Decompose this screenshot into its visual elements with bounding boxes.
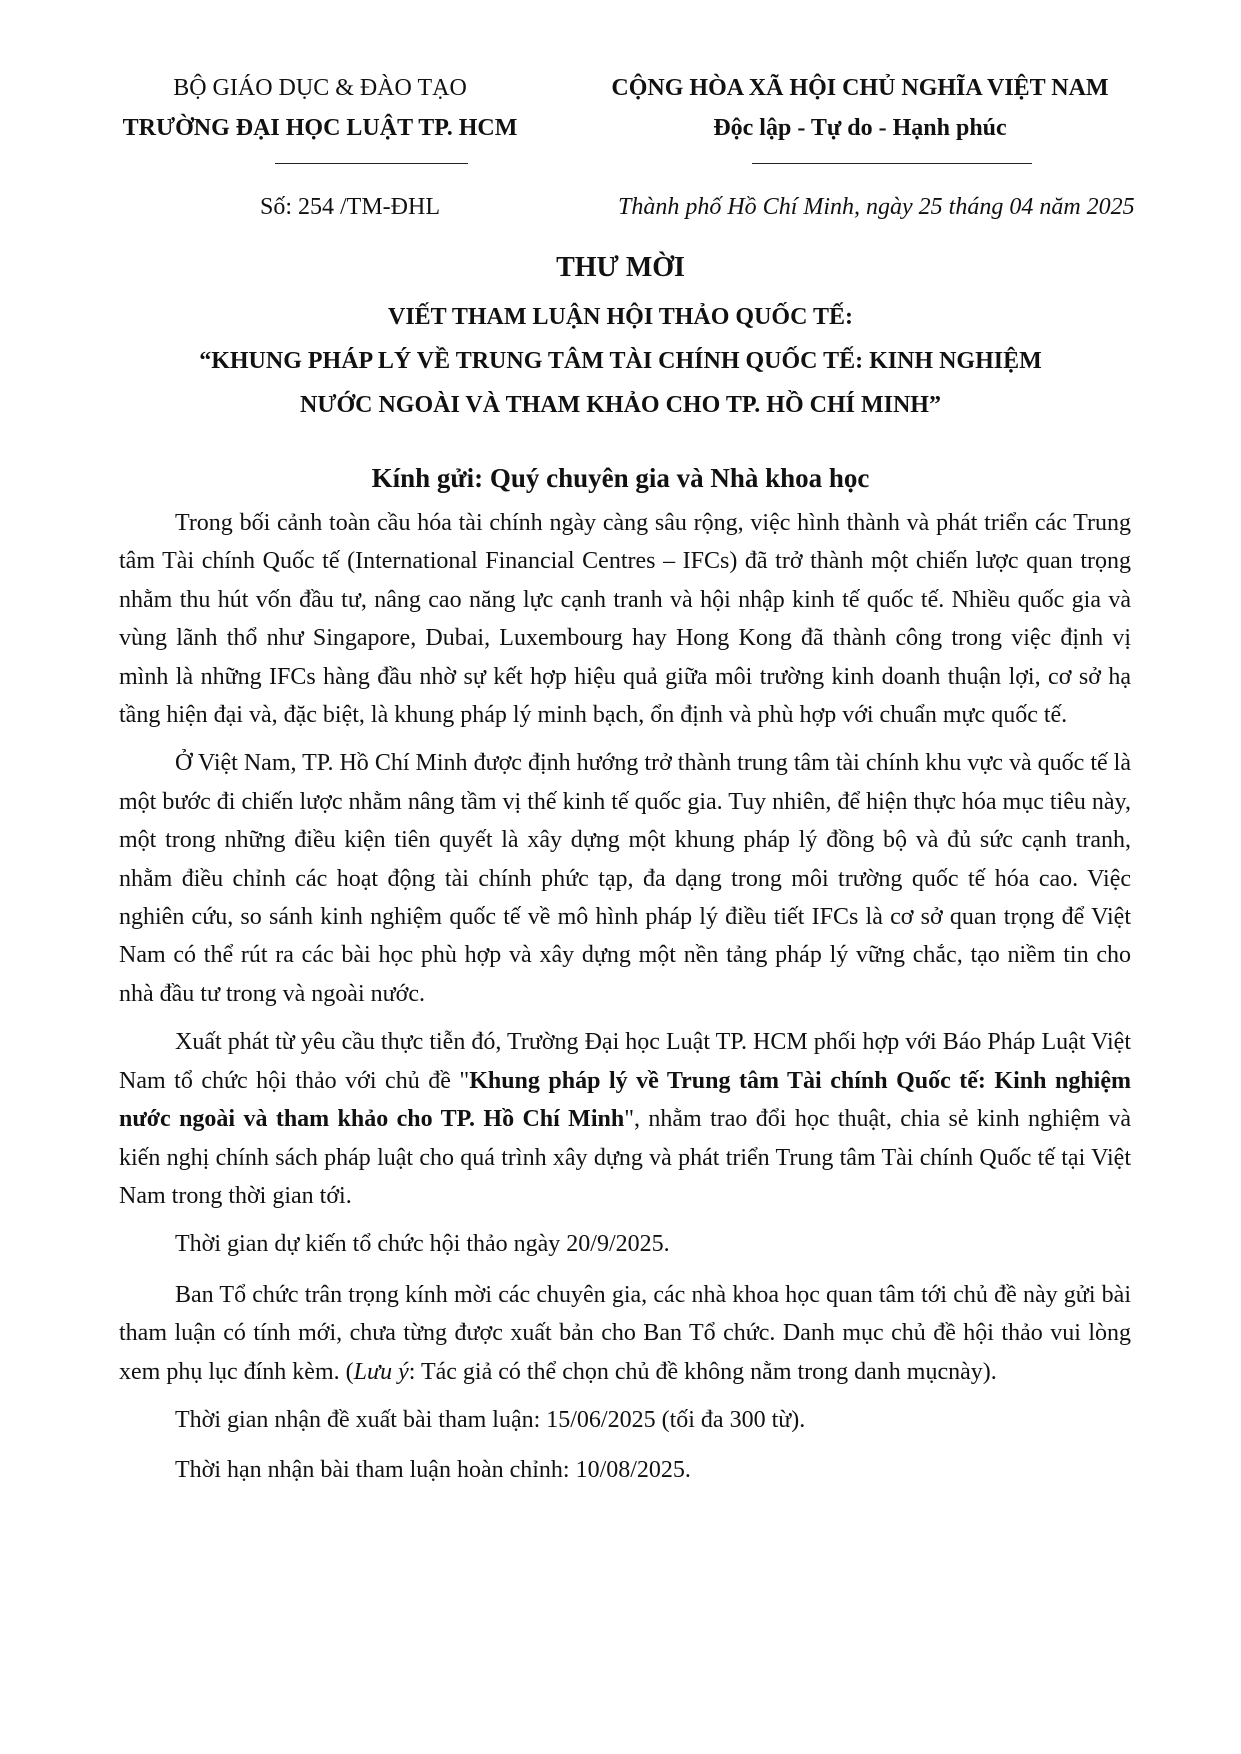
university-name: TRƯỜNG ĐẠI HỌC LUẬT TP. HCM: [122, 115, 518, 141]
subtitle-line-2: “KHUNG PHÁP LÝ VỀ TRUNG TÂM TÀI CHÍNH QUỐC TẾ: KINH NGHIỆM: [199, 348, 1042, 374]
p3-text-before: Xuất phát từ yêu cầu thực tiễn đó, Trường Đại học Luật TP. HCM phối hợp với Báo Pháp Luật Việt Nam tổ chức hội thảo với chủ đề ": [119, 1029, 1131, 1094]
document-number: Số: 254 /TM-ĐHL: [260, 194, 440, 220]
document-title: THƯ MỜI: [556, 252, 685, 283]
p5-text-before: Ban Tổ chức trân trọng kính mời các chuyên gia, các nhà khoa học quan tâm tới chủ đề này gửi bài tham luận có tính mới, chưa từng được xuất bản cho Ban Tổ chức. Danh mục chủ đề hội thảo vui lòng xem phụ lục đính kèm. (: [119, 1281, 1131, 1385]
motto-underline: [752, 163, 1032, 164]
body-paragraph-proposal-deadline: Thời gian nhận đề xuất bài tham luận: 15/06/2025 (tối đa 300 từ).: [175, 1406, 806, 1433]
note-label: Lưu ý: [353, 1358, 409, 1385]
issuer-header: [120, 68, 520, 148]
document-subtitle: [90, 295, 1151, 427]
body-paragraph-conference-date: Thời gian dự kiến tổ chức hội thảo ngày 20/9/2025.: [175, 1231, 670, 1258]
body-paragraph-2: Ở Việt Nam, TP. Hồ Chí Minh được định hướng trở thành trung tâm tài chính khu vực và quốc tế là một bước đi chiến lược nhằm nâng tầm vị thế kinh tế quốc gia. Tuy nhiên, để hiện thực hóa mục tiêu này, một trong những điều kiện tiên quyết là xây dựng một khung pháp lý đồng bộ và đủ sức cạnh tranh, nhằm điều chỉnh các hoạt động tài chính phức tạp, đa dạng trong môi trường quốc tế hóa cao. Việc nghiên cứu, so sánh kinh nghiệm quốc tế về mô hình pháp lý điều tiết IFCs là cơ sở quan trọng để Việt Nam có thể rút ra các bài học phù hợp và xây dựng một nền tảng pháp lý vững chắc, tạo niềm tin cho nhà đầu tư trong và ngoài nước.: [119, 750, 1131, 1007]
national-motto: Độc lập - Tự do - Hạnh phúc: [713, 115, 1007, 141]
body-paragraph-3: [119, 1023, 1131, 1215]
p3-text-after: ", nhằm trao đổi học thuật, chia sẻ kinh nghiệm và kiến nghị chính sách pháp luật cho quá trình xây dựng và phát triển Trung tâm Tài chính Quốc tế tại Việt Nam trong thời gian tới.: [119, 1106, 1131, 1209]
letter-body: [119, 504, 1131, 1502]
issuer-underline: [275, 163, 468, 164]
subtitle-line-1: VIẾT THAM LUẬN HỘI THẢO QUỐC TẾ:: [388, 304, 853, 330]
national-header: [600, 68, 1120, 148]
conference-theme: Khung pháp lý về Trung tâm Tài chính Quốc tế: Kinh nghiệm nước ngoài và tham khảo cho TP. Hồ Chí Minh: [119, 1067, 1131, 1133]
p5-text-after: : Tác giả có thể chọn chủ đề không nằm trong danh mụcnày).: [408, 1358, 997, 1385]
subtitle-line-3: NƯỚC NGOÀI VÀ THAM KHẢO CHO TP. HỒ CHÍ MINH”: [300, 392, 941, 418]
body-paragraph-5: [119, 1276, 1131, 1391]
body-paragraph-1: Trong bối cảnh toàn cầu hóa tài chính ngày càng sâu rộng, việc hình thành và phát triển các Trung tâm Tài chính Quốc tế (International Financial Centres – IFCs) đã trở thành một chiến lược quan trọng nhằm thu hút vốn đầu tư, nâng cao năng lực cạnh tranh và hội nhập kinh tế quốc tế. Nhiều quốc gia và vùng lãnh thổ như Singapore, Dubai, Luxembourg hay Hong Kong đã thành công trong việc định vị mình là những IFCs hàng đầu nhờ sự kết hợp hiệu quả giữa môi trường kinh doanh thuận lợi, cơ sở hạ tầng hiện đại và, đặc biệt, là khung pháp lý minh bạch, ổn định và phù hợp với chuẩn mực quốc tế.: [119, 510, 1131, 729]
salutation: Kính gửi: Quý chuyên gia và Nhà khoa học: [371, 463, 870, 493]
place-and-date: Thành phố Hồ Chí Minh, ngày 25 tháng 04 năm 2025: [618, 194, 1135, 220]
country-name: CỘNG HÒA XÃ HỘI CHỦ NGHĨA VIỆT NAM: [611, 75, 1109, 101]
body-paragraph-paper-deadline: Thời hạn nhận bài tham luận hoàn chỉnh: 10/08/2025.: [175, 1457, 691, 1484]
ministry-name: BỘ GIÁO DỤC & ĐÀO TẠO: [173, 75, 467, 101]
